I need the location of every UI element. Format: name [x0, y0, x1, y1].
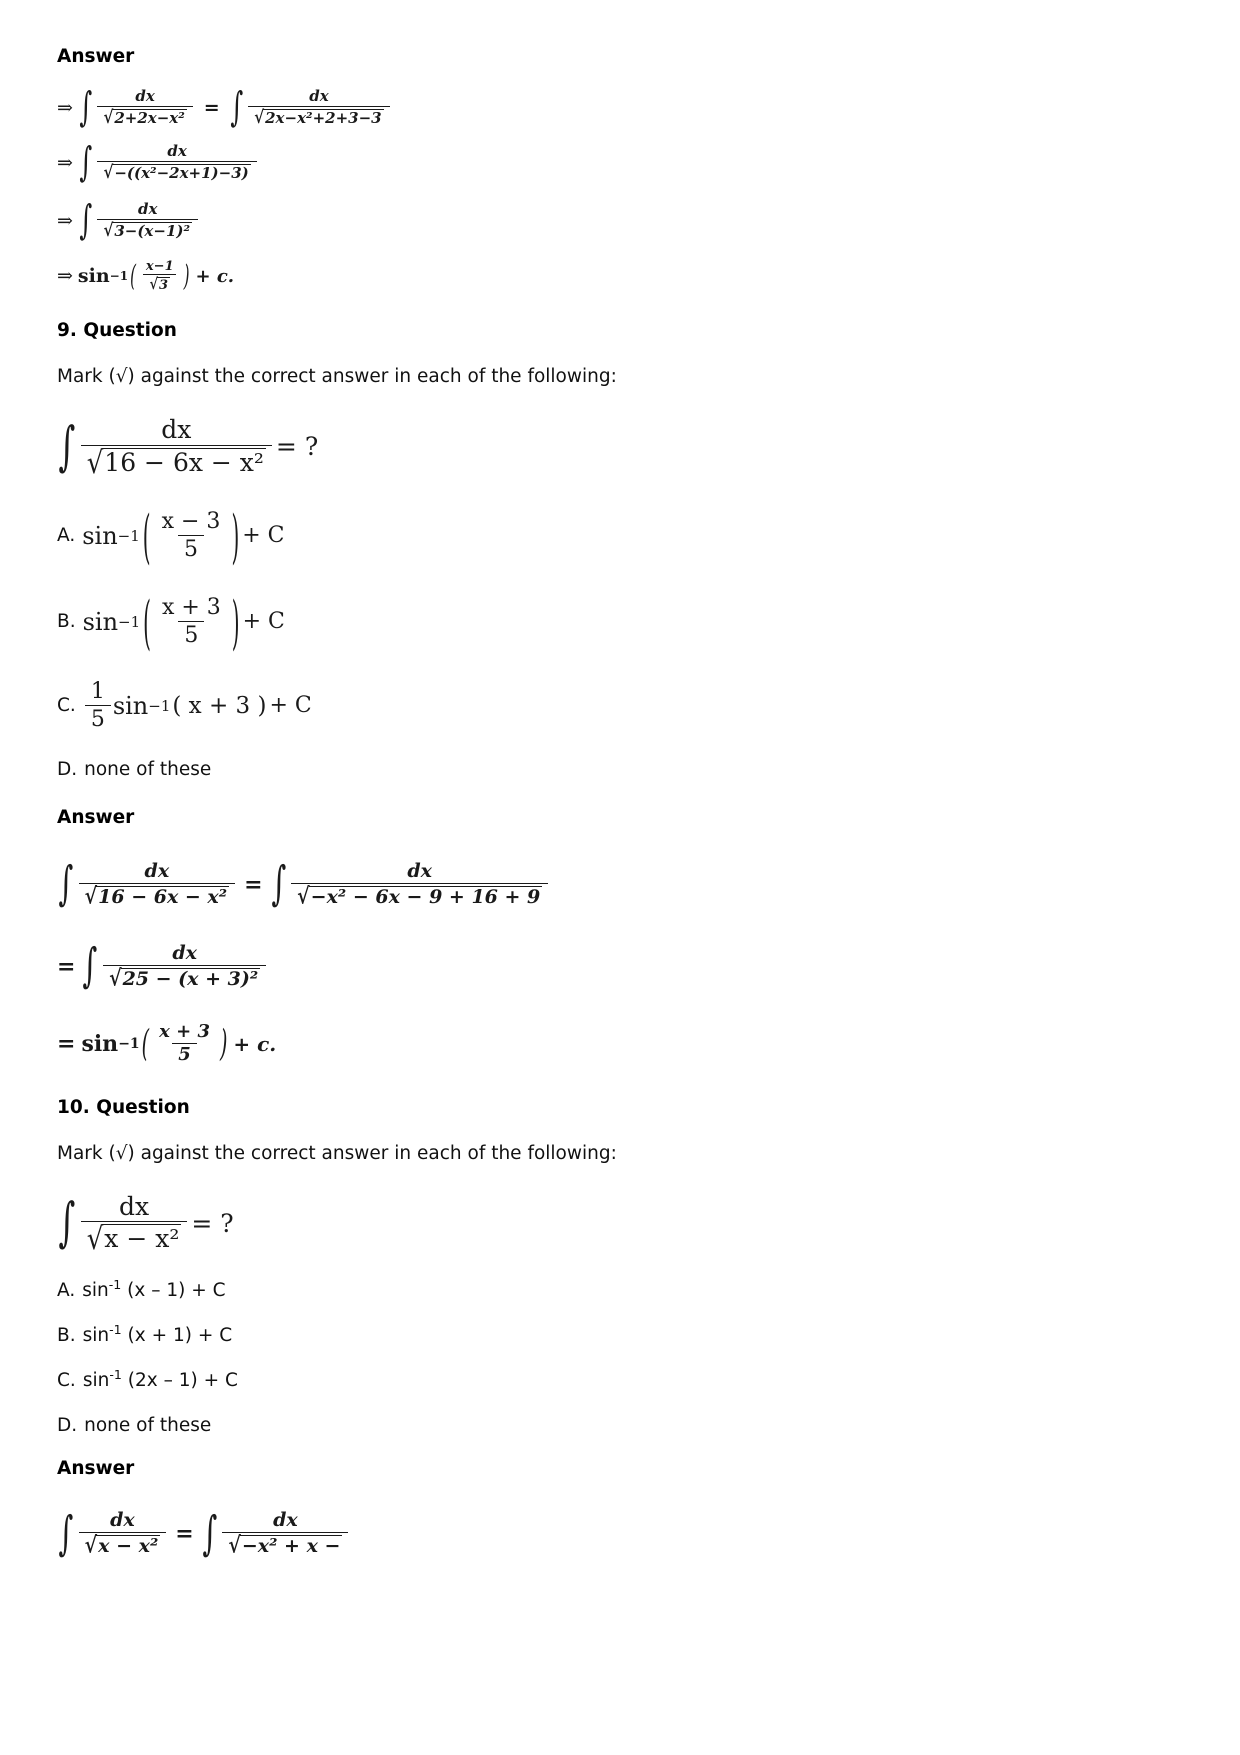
paren-open: (	[130, 259, 136, 294]
fraction	[81, 415, 272, 481]
integral-sign: ∫	[82, 939, 98, 994]
answer8-step3	[57, 192, 1177, 250]
implies-arrow: ⇒	[57, 97, 73, 120]
radical-symbol: √	[109, 965, 122, 992]
radical-symbol: √	[84, 883, 98, 910]
fraction-denominator	[79, 1532, 167, 1557]
paren-close: )	[231, 500, 240, 571]
fraction	[140, 260, 180, 293]
sin-exponent: −1	[148, 696, 171, 715]
question-10-option-b[interactable]	[57, 1320, 1177, 1350]
radicand: 3−(x−1)²	[114, 222, 191, 241]
radical	[103, 106, 186, 129]
fraction-numerator: dx	[309, 87, 329, 106]
radical-symbol: √	[254, 106, 265, 129]
sin-exponent: −1	[117, 526, 140, 545]
option-label: A.	[57, 525, 76, 546]
radical-symbol: √	[103, 106, 114, 129]
question-10-heading: 10. Question	[57, 1096, 190, 1118]
question-9-heading: 9. Question	[57, 320, 177, 342]
radical	[86, 445, 266, 481]
equals-sign: =	[203, 97, 220, 120]
question-9-option-d[interactable]	[57, 755, 1177, 785]
question-9-option-b[interactable]	[57, 586, 1177, 657]
sin-exponent: −1	[109, 269, 129, 284]
integral-sign: ∫	[79, 197, 93, 245]
fraction-denominator	[97, 161, 256, 182]
radical	[297, 883, 542, 910]
equals-sign: =	[244, 871, 263, 898]
plus-constant: + C	[269, 693, 312, 718]
radicand: x − x²	[98, 1535, 159, 1558]
integral-sign-2: ∫	[230, 84, 243, 132]
paren-close: )	[219, 1022, 228, 1065]
sin-function: sin	[82, 1324, 110, 1346]
fraction	[81, 1191, 188, 1258]
fraction-numerator: dx	[135, 87, 155, 106]
fraction-numerator: dx	[273, 1509, 298, 1532]
equals-sign: =	[175, 1521, 194, 1548]
radical	[103, 161, 250, 184]
sin-function: sin	[82, 1369, 110, 1391]
radical-symbol: √	[228, 1532, 241, 1559]
sin-argument: (x + 1) + C	[127, 1324, 233, 1346]
answer-heading-3: Answer	[57, 1458, 135, 1479]
coefficient-fraction	[85, 680, 111, 730]
fraction-numerator: 1	[90, 679, 105, 705]
equals-question: = ?	[275, 432, 319, 461]
question-10-option-a[interactable]	[57, 1275, 1177, 1305]
sin-exponent: −1	[118, 1035, 140, 1052]
paren-close: )	[183, 259, 190, 294]
fraction	[103, 941, 266, 992]
fraction	[156, 510, 227, 560]
option-text: none of these	[84, 759, 212, 780]
radical-symbol: √	[84, 1532, 98, 1559]
radical	[84, 883, 229, 910]
sin-function: sin	[82, 607, 119, 636]
option-label: C.	[57, 695, 76, 716]
fraction-rhs	[291, 859, 548, 910]
sin-exponent: −1	[118, 612, 141, 631]
question-9-formula	[57, 411, 1177, 483]
fraction-rhs-truncated	[222, 1511, 348, 1557]
radicand: −x² − 6x − 9 + 16 + 9	[310, 885, 541, 908]
fraction-denominator	[143, 274, 176, 293]
fraction	[156, 596, 227, 646]
implies-arrow: ⇒	[57, 210, 73, 233]
sin-function: sin	[77, 265, 110, 288]
radicand: 2+2x−x²	[114, 109, 185, 128]
fraction-lhs	[79, 859, 235, 910]
sin-argument: ( x + 3 )	[172, 692, 267, 719]
fraction-numerator: x + 3	[161, 595, 221, 621]
integral-sign: ∫	[58, 1507, 74, 1562]
answer8-step1	[57, 82, 1177, 134]
equals-sign: =	[57, 953, 76, 980]
plus-constant: + C	[242, 609, 285, 634]
fraction-rhs	[248, 89, 389, 127]
option-label: C.	[57, 1369, 76, 1391]
fraction-lhs	[79, 1511, 167, 1557]
question-9-answer-step2	[57, 931, 1177, 1003]
radicand: 25 − (x + 3)²	[122, 967, 259, 990]
sin-exponent: -1	[108, 1276, 122, 1292]
option-label: D.	[57, 1414, 78, 1436]
plus-constant: + c.	[233, 1031, 277, 1056]
equals-sign: =	[57, 1030, 76, 1057]
fraction-denominator	[248, 106, 389, 127]
option-label: B.	[57, 1324, 76, 1346]
option-text	[82, 1276, 226, 1301]
fraction-denominator: 5	[85, 705, 111, 731]
fraction	[97, 202, 198, 240]
radical	[103, 219, 192, 242]
question-9-option-a[interactable]	[57, 500, 1177, 571]
radical	[149, 277, 170, 293]
fraction-numerator: dx	[138, 200, 158, 219]
sin-exponent: -1	[109, 1321, 122, 1337]
integral-sign: ∫	[58, 857, 74, 912]
option-label: B.	[57, 611, 76, 632]
question-9-answer-step1	[57, 849, 1177, 921]
fraction-denominator	[79, 883, 235, 908]
paren-open: (	[142, 500, 151, 571]
integral-sign-2: ∫	[202, 1507, 217, 1562]
sin-function: sin	[82, 521, 118, 550]
integral-sign-2: ∫	[270, 857, 286, 912]
integral-sign: ∫	[79, 84, 93, 132]
plus-constant: + c.	[195, 265, 235, 287]
sin-function: sin	[82, 1279, 109, 1301]
paren-open: (	[141, 1022, 150, 1065]
plus-constant: + C	[242, 523, 285, 548]
fraction-numerator: dx	[161, 415, 192, 445]
radical-symbol: √	[103, 161, 114, 184]
fraction-numerator: dx	[110, 1509, 135, 1532]
radicand: 2x−x²+2+3−3	[265, 109, 382, 128]
option-label: D.	[57, 759, 78, 780]
radical-symbol: √	[297, 883, 310, 910]
question-10-instruction: Mark (√) against the correct answer in each of the following:	[57, 1142, 617, 1164]
answer8-step4	[57, 250, 1177, 302]
radicand: x − x²	[104, 1224, 180, 1253]
page-content	[57, 46, 1177, 1570]
question-10-formula	[57, 1187, 1177, 1259]
answer8-step2	[57, 134, 1177, 192]
sin-function: sin	[112, 691, 149, 720]
equals-question: = ?	[191, 1208, 234, 1238]
radical-symbol: √	[149, 276, 159, 294]
fraction-denominator	[97, 219, 198, 240]
radical	[84, 1532, 161, 1559]
fraction-numerator: x−1	[145, 258, 174, 274]
implies-arrow: ⇒	[57, 152, 73, 175]
radical	[228, 1532, 342, 1559]
fraction-numerator: dx	[167, 142, 187, 161]
sin-function: sin	[81, 1030, 119, 1057]
fraction-denominator	[291, 883, 548, 908]
fraction-denominator: 5	[178, 535, 204, 561]
radicand: 16 − 6x − x²	[104, 447, 264, 477]
radicand: 16 − 6x − x²	[98, 885, 228, 908]
option-text: none of these	[84, 1414, 212, 1436]
fraction-numerator: dx	[407, 859, 433, 882]
fraction-denominator: 5	[172, 1043, 197, 1065]
option-label: A.	[57, 1279, 76, 1301]
radical-symbol: √	[86, 1221, 104, 1258]
fraction-denominator	[81, 1221, 188, 1258]
answer-heading-2: Answer	[57, 806, 135, 828]
fraction-numerator: x − 3	[161, 509, 221, 535]
question-10-option-c[interactable]	[57, 1365, 1177, 1395]
radicand: −x² + x −	[241, 1535, 341, 1558]
radical	[254, 106, 383, 129]
sin-argument: (2x – 1) + C	[127, 1369, 238, 1391]
fraction-denominator	[81, 445, 272, 481]
fraction	[97, 144, 256, 182]
integral-sign: ∫	[58, 1192, 76, 1254]
radicand: −((x²−2x+1)−3)	[114, 164, 249, 183]
fraction-numerator: x + 3	[159, 1020, 210, 1042]
question-9-answer-step3	[57, 1013, 1177, 1075]
question-9-instruction: Mark (√) against the correct answer in each of the following:	[57, 366, 617, 388]
paren-open: (	[143, 586, 151, 657]
fraction-lhs	[97, 89, 192, 127]
question-10-answer-step1	[57, 1498, 1177, 1570]
option-text	[82, 1321, 233, 1346]
integral-sign: ∫	[58, 415, 76, 478]
radicand: 3	[159, 278, 169, 294]
fraction	[153, 1020, 216, 1065]
option-text	[82, 1366, 238, 1391]
integral-sign: ∫	[79, 139, 93, 187]
radical	[86, 1221, 182, 1258]
sin-argument: (x – 1) + C	[127, 1279, 226, 1301]
fraction-numerator: dx	[144, 859, 170, 882]
implies-arrow: ⇒	[57, 265, 73, 288]
radical	[109, 965, 260, 992]
radical-symbol: √	[103, 219, 114, 242]
fraction-denominator: 5	[178, 621, 204, 647]
radical-symbol: √	[86, 445, 104, 481]
fraction-numerator: dx	[172, 941, 197, 964]
paren-close: )	[231, 586, 240, 657]
question-10-option-d[interactable]	[57, 1410, 1177, 1440]
fraction-denominator	[222, 1532, 348, 1557]
sin-exponent: -1	[109, 1366, 122, 1382]
fraction-numerator: dx	[118, 1191, 150, 1221]
answer-heading-1: Answer	[57, 46, 135, 67]
fraction-denominator	[103, 965, 266, 990]
fraction-denominator	[97, 106, 192, 127]
question-9-option-c[interactable]	[57, 675, 1177, 737]
